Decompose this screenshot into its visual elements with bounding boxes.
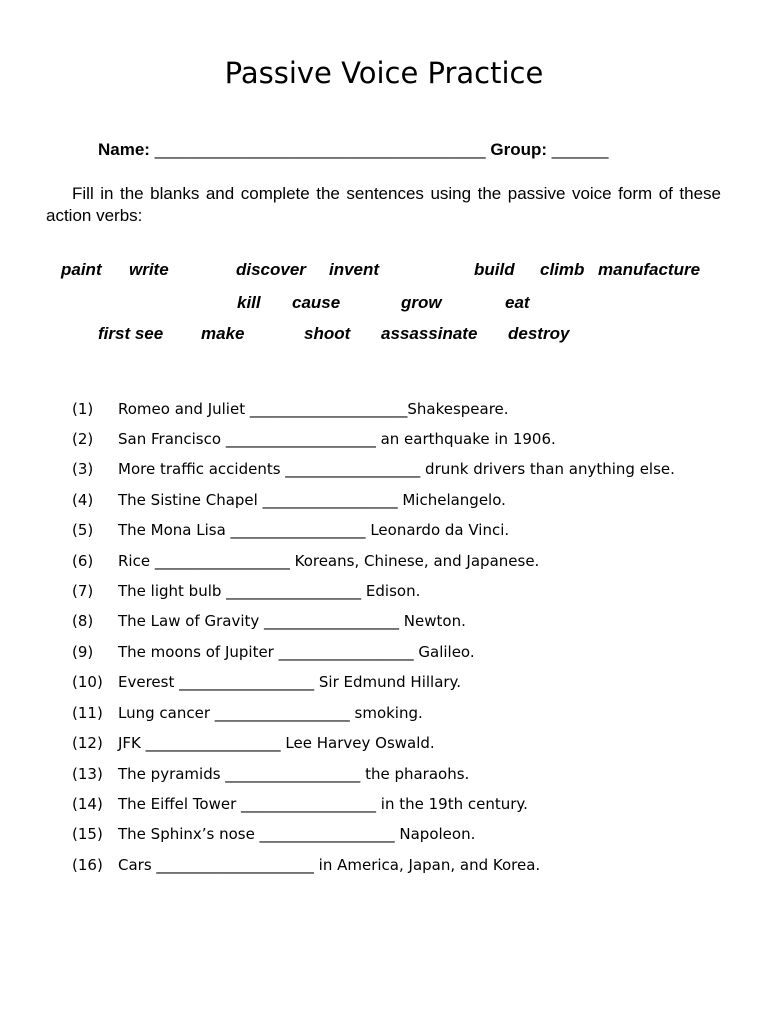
question-text: Rice __________________ Koreans, Chinese, and Japanese. <box>118 552 540 570</box>
question-text: The Sphinx’s nose __________________ Napoleon. <box>118 825 476 843</box>
question-text: The light bulb __________________ Edison. <box>118 582 421 600</box>
question-text: Lung cancer __________________ smoking. <box>118 704 423 722</box>
verb-invent: invent <box>329 260 380 279</box>
verb-paint: paint <box>61 260 102 279</box>
question-text: The Eiffel Tower __________________ in the 19th century. <box>118 795 528 813</box>
verb-kill: kill <box>237 293 261 312</box>
name-blank: ___________________________________ <box>154 140 486 159</box>
verb-climb: climb <box>540 260 585 279</box>
verb-assassinate: assassinate <box>381 324 478 343</box>
question-text: San Francisco ____________________ an earthquake in 1906. <box>118 430 556 448</box>
verb-first-see: first see <box>98 324 164 343</box>
question-number: (1) <box>72 400 94 418</box>
verb-shoot: shoot <box>304 324 351 343</box>
question-number: (7) <box>72 582 94 600</box>
question-number: (9) <box>72 643 94 661</box>
question-text: The Mona Lisa __________________ Leonardo da Vinci. <box>118 521 510 539</box>
verb-destroy: destroy <box>508 324 570 343</box>
verb-build: build <box>474 260 515 279</box>
question-number: (8) <box>72 612 94 630</box>
question-number: (5) <box>72 521 94 539</box>
question-text: Everest __________________ Sir Edmund Hillary. <box>118 673 462 691</box>
verb-eat: eat <box>505 293 530 312</box>
question-number: (6) <box>72 552 94 570</box>
question-number: (4) <box>72 491 94 509</box>
verb-cause: cause <box>292 293 341 312</box>
question-text: More traffic accidents __________________ drunk drivers than anything else. <box>118 460 675 478</box>
question-number: (11) <box>72 704 103 722</box>
question-number: (13) <box>72 765 103 783</box>
instructions: Fill in the blanks and complete the sentences using the passive voice form of these action verbs: <box>46 184 721 225</box>
question-text: JFK __________________ Lee Harvey Oswald. <box>118 734 435 752</box>
page-title: Passive Voice Practice <box>224 56 544 90</box>
question-text: Romeo and Juliet _____________________Shakespeare. <box>118 400 509 418</box>
question-number: (14) <box>72 795 103 813</box>
question-text: Cars _____________________ in America, Japan, and Korea. <box>118 856 541 874</box>
question-text: The Law of Gravity __________________ Newton. <box>118 612 466 630</box>
verb-grow: grow <box>401 293 442 312</box>
question-text: The pyramids __________________ the pharaohs. <box>118 765 470 783</box>
name-group-line <box>98 140 608 160</box>
verb-write: write <box>129 260 169 279</box>
group-blank: ______ <box>551 140 609 159</box>
question-text: The Sistine Chapel __________________ Michelangelo. <box>118 491 506 509</box>
question-text: The moons of Jupiter __________________ Galileo. <box>118 643 475 661</box>
question-number: (12) <box>72 734 103 752</box>
group-label: Group: <box>490 140 548 159</box>
question-number: (3) <box>72 460 94 478</box>
verb-discover: discover <box>236 260 306 279</box>
verb-make: make <box>201 324 245 343</box>
name-label: Name: <box>98 140 150 159</box>
verb-manufacture: manufacture <box>598 260 701 279</box>
question-number: (2) <box>72 430 94 448</box>
question-number: (15) <box>72 825 103 843</box>
question-number: (10) <box>72 673 103 691</box>
question-number: (16) <box>72 856 103 874</box>
